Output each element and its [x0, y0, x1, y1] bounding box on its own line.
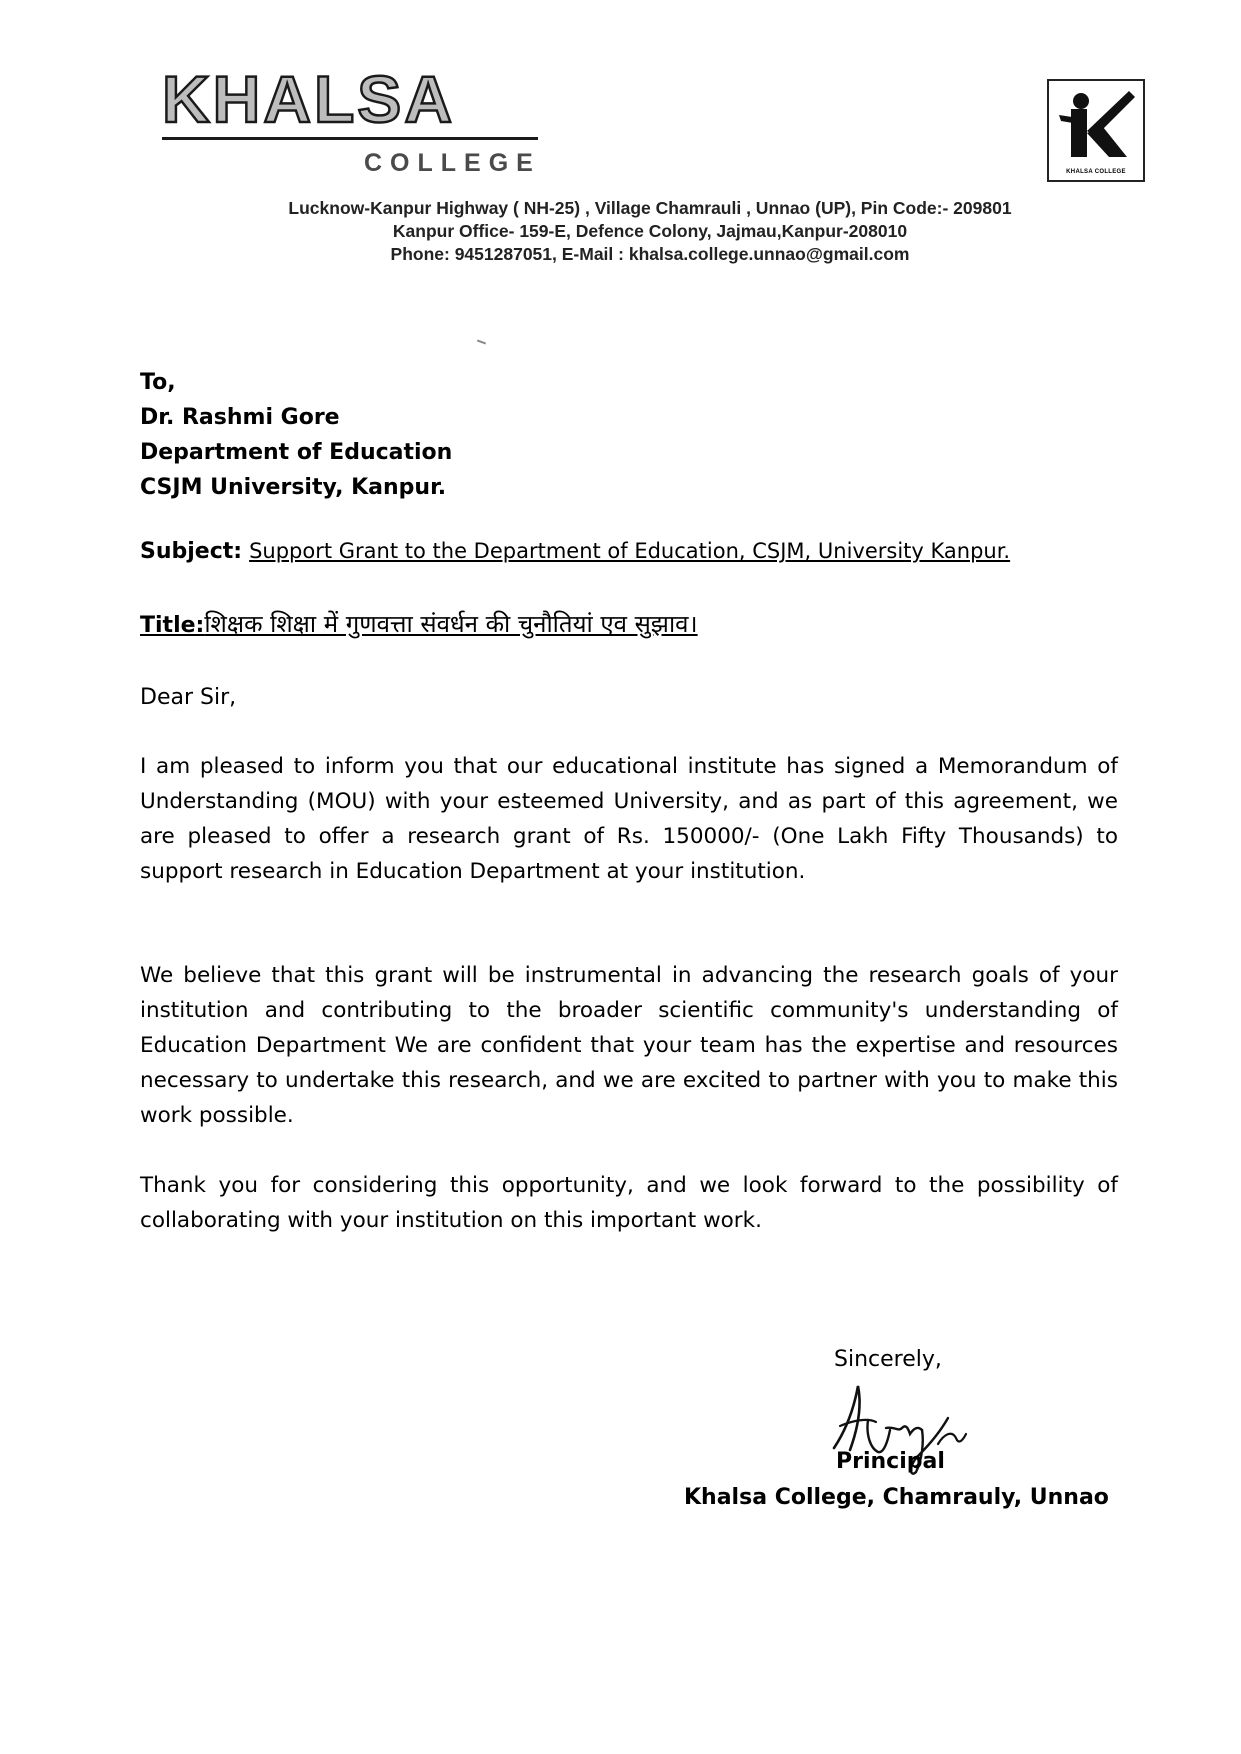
paragraph-2: We believe that this grant will be instrumental in advancing the research goals of your institution and contributing to the broader scientific community's understanding of Education Department We are confident that your team has the expertise and resources necessary to undertake this research, and we are excited to partner with you to make this work possible.: [140, 963, 1118, 1128]
recipient-block: [140, 365, 840, 505]
title-label: Title:: [140, 613, 205, 638]
emblem-caption: KHALSA COLLEGE: [1066, 169, 1126, 175]
title-text: शिक्षक शिक्षा में गुणवत्ता संवर्धन की चुनौतियां एव सुझाव।: [204, 610, 698, 638]
title-line: [140, 607, 1140, 643]
recipient-university: CSJM University, Kanpur.: [140, 475, 447, 500]
salutation: Dear Sir,: [140, 685, 237, 710]
subject-text: Support Grant to the Department of Education, CSJM, University Kanpur.: [249, 539, 1011, 563]
college-logo-subtitle: COLLEGE: [364, 149, 541, 177]
subject-label: Subject:: [140, 539, 243, 564]
subject-line: [140, 535, 1140, 568]
emblem-k-icon: [1057, 87, 1137, 163]
college-emblem: [1047, 79, 1145, 182]
address-line-1: Lucknow-Kanpur Highway ( NH-25) , Village Chamrauli , Unnao (UP), Pin Code:- 209801: [288, 198, 1012, 218]
paragraph-1: I am pleased to inform you that our educational institute has signed a Memorandum of Understanding (MOU) with your esteemed University, and as part of this agreement, we are pleased to offer a research grant of Rs. 150000/- (One Lakh Fifty Thousands) to support research in Education Department at your institution.: [140, 754, 1118, 884]
scan-speck: [477, 340, 486, 345]
recipient-to: To,: [140, 370, 176, 395]
address-line-2: Kanpur Office- 159-E, Defence Colony, Jajmau,Kanpur-208010: [392, 221, 908, 241]
logo-underline: [162, 137, 538, 140]
paragraph-3: Thank you for considering this opportunity, and we look forward to the possibility of collaborating with your institution on this important work.: [140, 1173, 1118, 1233]
recipient-department: Department of Education: [140, 440, 453, 465]
signatory-organization: Khalsa College, Chamrauly, Unnao: [684, 1485, 1109, 1510]
sign-off: Sincerely,: [834, 1347, 942, 1372]
address-line-3: Phone: 9451287051, E-Mail : khalsa.college.unnao@gmail.com: [390, 244, 910, 264]
signatory-role: Principal: [836, 1449, 945, 1474]
recipient-name: Dr. Rashmi Gore: [140, 405, 340, 430]
college-logo-wordmark: KHALSA: [162, 62, 455, 136]
